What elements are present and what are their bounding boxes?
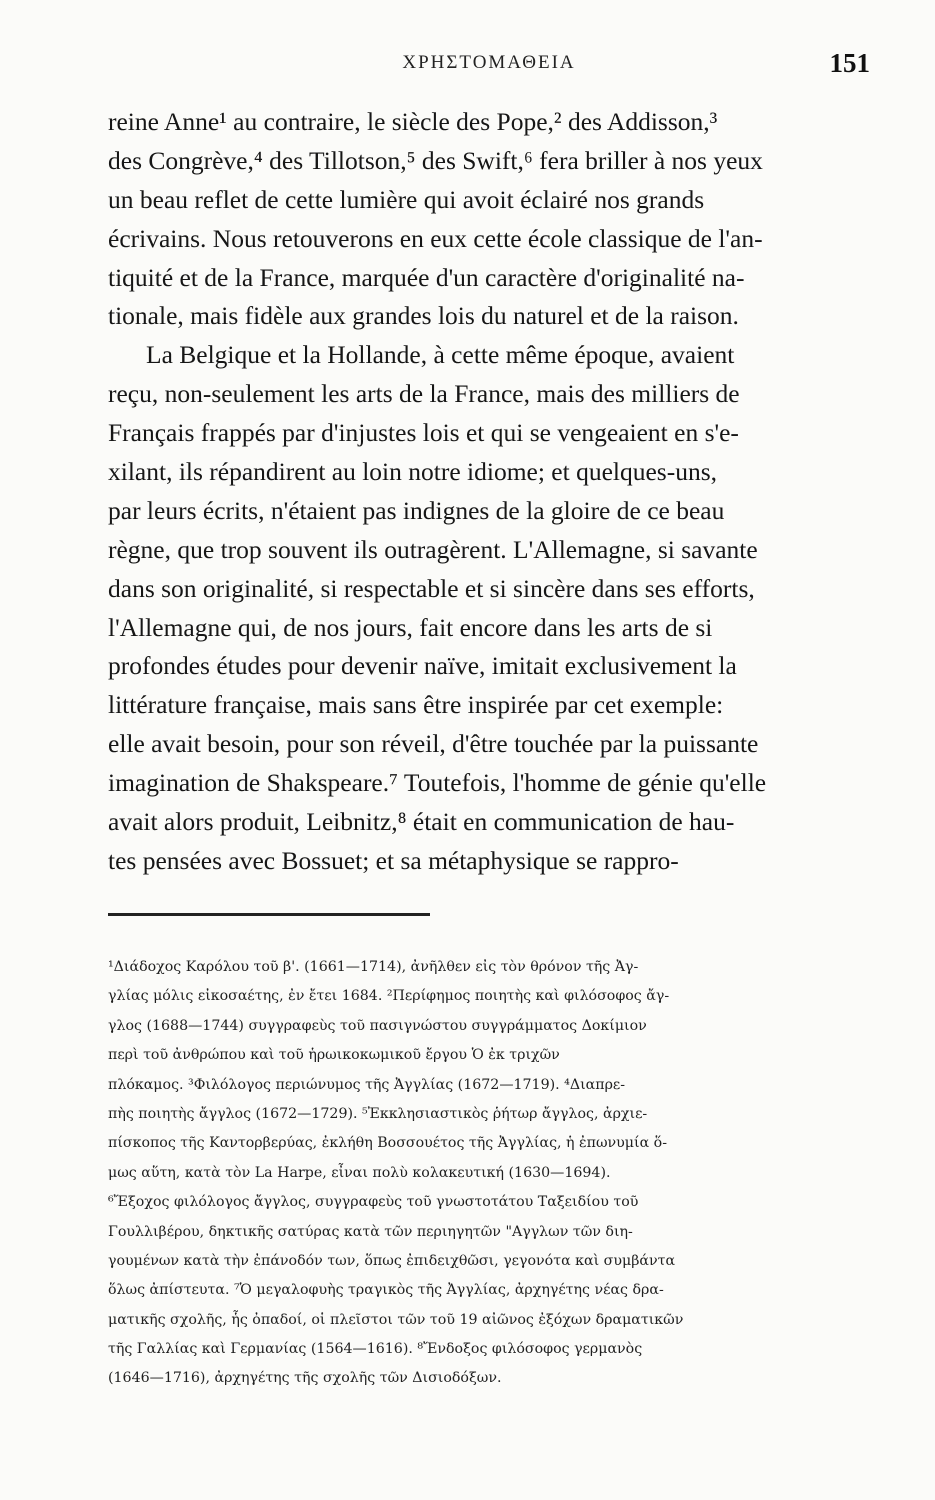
text-line: écrivains. Nous retouverons en eux cette école classique de l'an-	[108, 223, 763, 253]
page-header	[108, 48, 870, 82]
footnote-line: πὴς ποιητὴς ἄγγλος (1672—1729). ⁵Ἐκκλησιαστικὸς ῥήτωρ ἄγγλος, ἀρχιε-	[108, 1105, 648, 1122]
footnote-line: τῆς Γαλλίας καὶ Γερμανίας (1564—1616). ⁸Ἔνδοξος φιλόσοφος γερμανὸς	[108, 1341, 643, 1358]
footnote-line: γλίας μόλις εἰκοσαέτης, ἐν ἔτει 1684. ²Περίφημος ποιητὴς καὶ φιλόσοφος ἄγ-	[108, 988, 670, 1005]
text-line: reine Anne¹ au contraire, le siècle des Pope,² des Addisson,³	[108, 107, 718, 136]
footnote-line: ⁶Ἔξοχος φιλόλογος ἄγγλος, συγγραφεὺς τοῦ γνωστοτάτου Ταξειδίου τοῦ	[108, 1194, 639, 1211]
text-line: avait alors produit, Leibnitz,⁸ était en communication de hau-	[108, 807, 735, 837]
text-line: elle avait besoin, pour son réveil, d'être touchée par la puissante	[108, 729, 759, 759]
running-title: ΧΡΗΣΤΟΜΑΘΕΙΑ	[402, 52, 576, 73]
text-line: reçu, non-seulement les arts de la France, mais des milliers de	[108, 379, 740, 409]
text-line: un beau reflet de cette lumière qui avoit éclairé nos grands	[108, 184, 705, 214]
text-line: profondes études pour devenir naïve, imitait exclusivement la	[108, 651, 737, 681]
footnote-line: γλος (1688—1744) συγγραφεὺς τοῦ πασιγνώστου συγγράμματος Δοκίμιον	[108, 1017, 647, 1034]
footnote-line: ὅλως ἀπίστευτα. ⁷Ὁ μεγαλοφυὴς τραγικὸς τῆς Ἀγγλίας, ἀρχηγέτης νέας δρα-	[108, 1282, 664, 1299]
footnotes	[108, 953, 870, 1394]
page-number: 151	[829, 48, 870, 78]
footnote-line: ματικῆς σχολῆς, ἧς ὀπαδοί, οἱ πλεῖστοι τῶν τοῦ 19 αἰῶνος ἐξόχων δραματικῶν	[108, 1311, 684, 1328]
text-line: xilant, ils répandirent au loin notre idiome; et quelques-uns,	[108, 457, 718, 487]
text-line: tes pensées avec Bossuet; et sa métaphysique se rappro-	[108, 845, 679, 875]
text-line: règne, que trop souvent ils outragèrent. L'Allemagne, si savante	[108, 534, 758, 564]
footnote-line: περὶ τοῦ ἀνθρώπου καὶ τοῦ ἡρωικοκωμικοῦ ἔργου Ὁ ἐκ τριχῶν	[108, 1047, 560, 1064]
footnote-line: μως αὕτη, κατὰ τὸν La Harpe, εἶναι πολὺ κολακευτική (1630—1694).	[108, 1164, 611, 1181]
text-line: littérature française, mais sans être inspirée par cet exemple:	[108, 690, 724, 720]
main-text	[108, 103, 870, 881]
text-line: La Belgique et la Hollande, à cette même époque, avaient	[146, 340, 735, 370]
text-line: dans son originalité, si respectable et si sincère dans ses efforts,	[108, 573, 755, 603]
footnote-line: γουμένων κατὰ τὴν ἐπάνοδόν των, ὅπως ἐπιδειχθῶσι, γεγονότα καὶ συμβάντα	[108, 1252, 676, 1269]
footnote-line: πλόκαμος. ³Φιλόλογος περιώνυμος τῆς Ἀγγλίας (1672—1719). ⁴Διαπρε-	[108, 1076, 626, 1093]
text-line: par leurs écrits, n'étaient pas indignes de la gloire de ce beau	[108, 495, 725, 525]
text-line: l'Allemagne qui, de nos jours, fait encore dans les arts de si	[108, 612, 713, 642]
footnote-line: Γουλλιβέρου, δηκτικῆς σατύρας κατὰ τῶν περιηγητῶν "Αγγλων τῶν διη-	[108, 1223, 633, 1240]
text-line: imagination de Shakspeare.⁷ Toutefois, l'homme de génie qu'elle	[108, 768, 767, 798]
footnote-line: πίσκοπος τῆς Καντορβερύας, ἐκλήθη Βοσσουέτος τῆς Ἀγγλίας, ἡ ἐπωνυμία ὅ-	[108, 1135, 668, 1152]
text-line: des Congrève,⁴ des Tillotson,⁵ des Swift,⁶ fera briller à nos yeux	[108, 145, 763, 175]
footnote-line: (1646—1716), ἀρχηγέτης τῆς σχολῆς τῶν Δισιοδόξων.	[108, 1370, 502, 1387]
footnote-line: ¹Διάδοχος Καρόλου τοῦ β'. (1661—1714), ἀνῆλθεν εἰς τὸν θρόνον τῆς Ἀγ-	[108, 959, 639, 975]
text-line: tiquité et de la France, marquée d'un caractère d'originalité na-	[108, 262, 745, 292]
footnote-divider	[108, 913, 430, 916]
text-line: tionale, mais fidèle aux grandes lois du naturel et de la raison.	[108, 301, 739, 331]
text-line: Français frappés par d'injustes lois et qui se vengeaient en s'e-	[108, 418, 739, 448]
